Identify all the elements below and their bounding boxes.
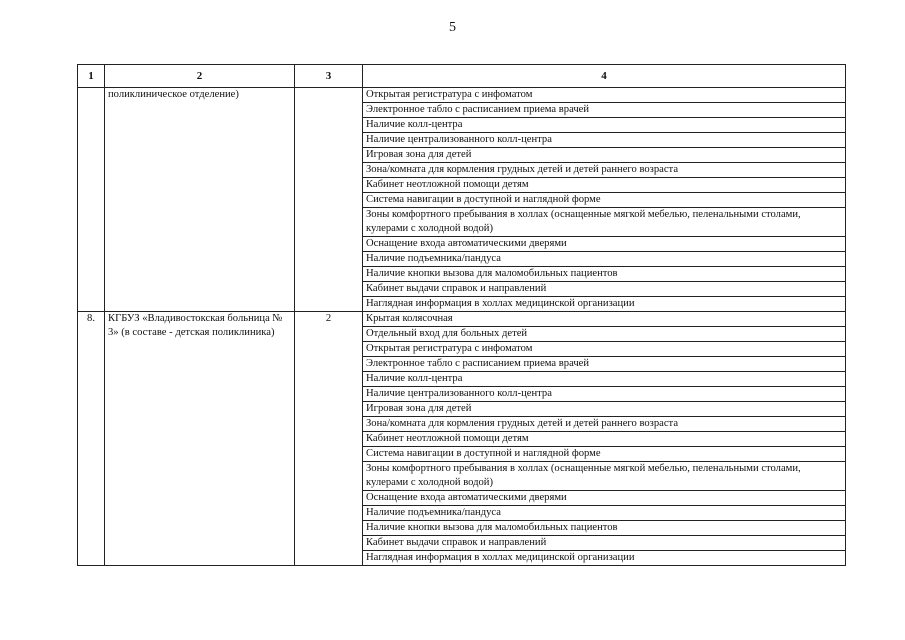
feature-cell: Оснащение входа автоматическими дверями (363, 491, 846, 506)
page-number: 5 (449, 20, 456, 35)
table-header (78, 65, 846, 88)
feature-cell: Наличие кнопки вызова для маломобильных пациентов (363, 267, 846, 282)
header-col-1: 1 (78, 65, 105, 88)
feature-cell: Система навигации в доступной и наглядной форме (363, 193, 846, 208)
feature-cell: Наличие кнопки вызова для маломобильных пациентов (363, 521, 846, 536)
feature-cell: Крытая колясочная (363, 312, 846, 327)
table-body (78, 88, 846, 566)
feature-cell: Наличие колл-центра (363, 118, 846, 133)
feature-cell: Оснащение входа автоматическими дверями (363, 237, 846, 252)
document-table (77, 64, 846, 566)
row-number-cell: 8. (78, 312, 105, 566)
feature-cell: Зона/комната для кормления грудных детей и детей раннего возраста (363, 417, 846, 432)
row-number-cell (78, 88, 105, 312)
table-row (78, 88, 846, 103)
feature-cell: Электронное табло с расписанием приема врачей (363, 103, 846, 118)
feature-cell: Система навигации в доступной и наглядной форме (363, 447, 846, 462)
feature-cell: Отдельный вход для больных детей (363, 327, 846, 342)
organization-cell: поликлиническое отделение) (105, 88, 295, 312)
feature-cell: Открытая регистратура с инфоматом (363, 88, 846, 103)
organization-cell: КГБУЗ «Владивостокская больница № 3» (в составе - детская поликлиника) (105, 312, 295, 566)
feature-cell: Кабинет неотложной помощи детям (363, 178, 846, 193)
feature-cell: Зоны комфортного пребывания в холлах (оснащенные мягкой мебелью, пеленальными столами, кулерами с холодной водой) (363, 462, 846, 491)
table-row (78, 312, 846, 327)
header-row (78, 65, 846, 88)
count-cell (295, 88, 363, 312)
feature-cell: Зоны комфортного пребывания в холлах (оснащенные мягкой мебелью, пеленальными столами, кулерами с холодной водой) (363, 208, 846, 237)
feature-cell: Электронное табло с расписанием приема врачей (363, 357, 846, 372)
feature-cell: Игровая зона для детей (363, 148, 846, 163)
feature-cell: Игровая зона для детей (363, 402, 846, 417)
feature-cell: Кабинет выдачи справок и направлений (363, 536, 846, 551)
feature-cell: Наличие централизованного колл-центра (363, 387, 846, 402)
feature-cell: Наличие централизованного колл-центра (363, 133, 846, 148)
header-col-4: 4 (363, 65, 846, 88)
feature-cell: Наличие колл-центра (363, 372, 846, 387)
header-col-2: 2 (105, 65, 295, 88)
feature-cell: Наглядная информация в холлах медицинской организации (363, 551, 846, 566)
feature-cell: Кабинет выдачи справок и направлений (363, 282, 846, 297)
feature-cell: Зона/комната для кормления грудных детей и детей раннего возраста (363, 163, 846, 178)
feature-cell: Открытая регистратура с инфоматом (363, 342, 846, 357)
feature-cell: Наличие подъемника/пандуса (363, 506, 846, 521)
feature-cell: Наличие подъемника/пандуса (363, 252, 846, 267)
feature-cell: Наглядная информация в холлах медицинской организации (363, 297, 846, 312)
header-col-3: 3 (295, 65, 363, 88)
feature-cell: Кабинет неотложной помощи детям (363, 432, 846, 447)
count-cell: 2 (295, 312, 363, 566)
